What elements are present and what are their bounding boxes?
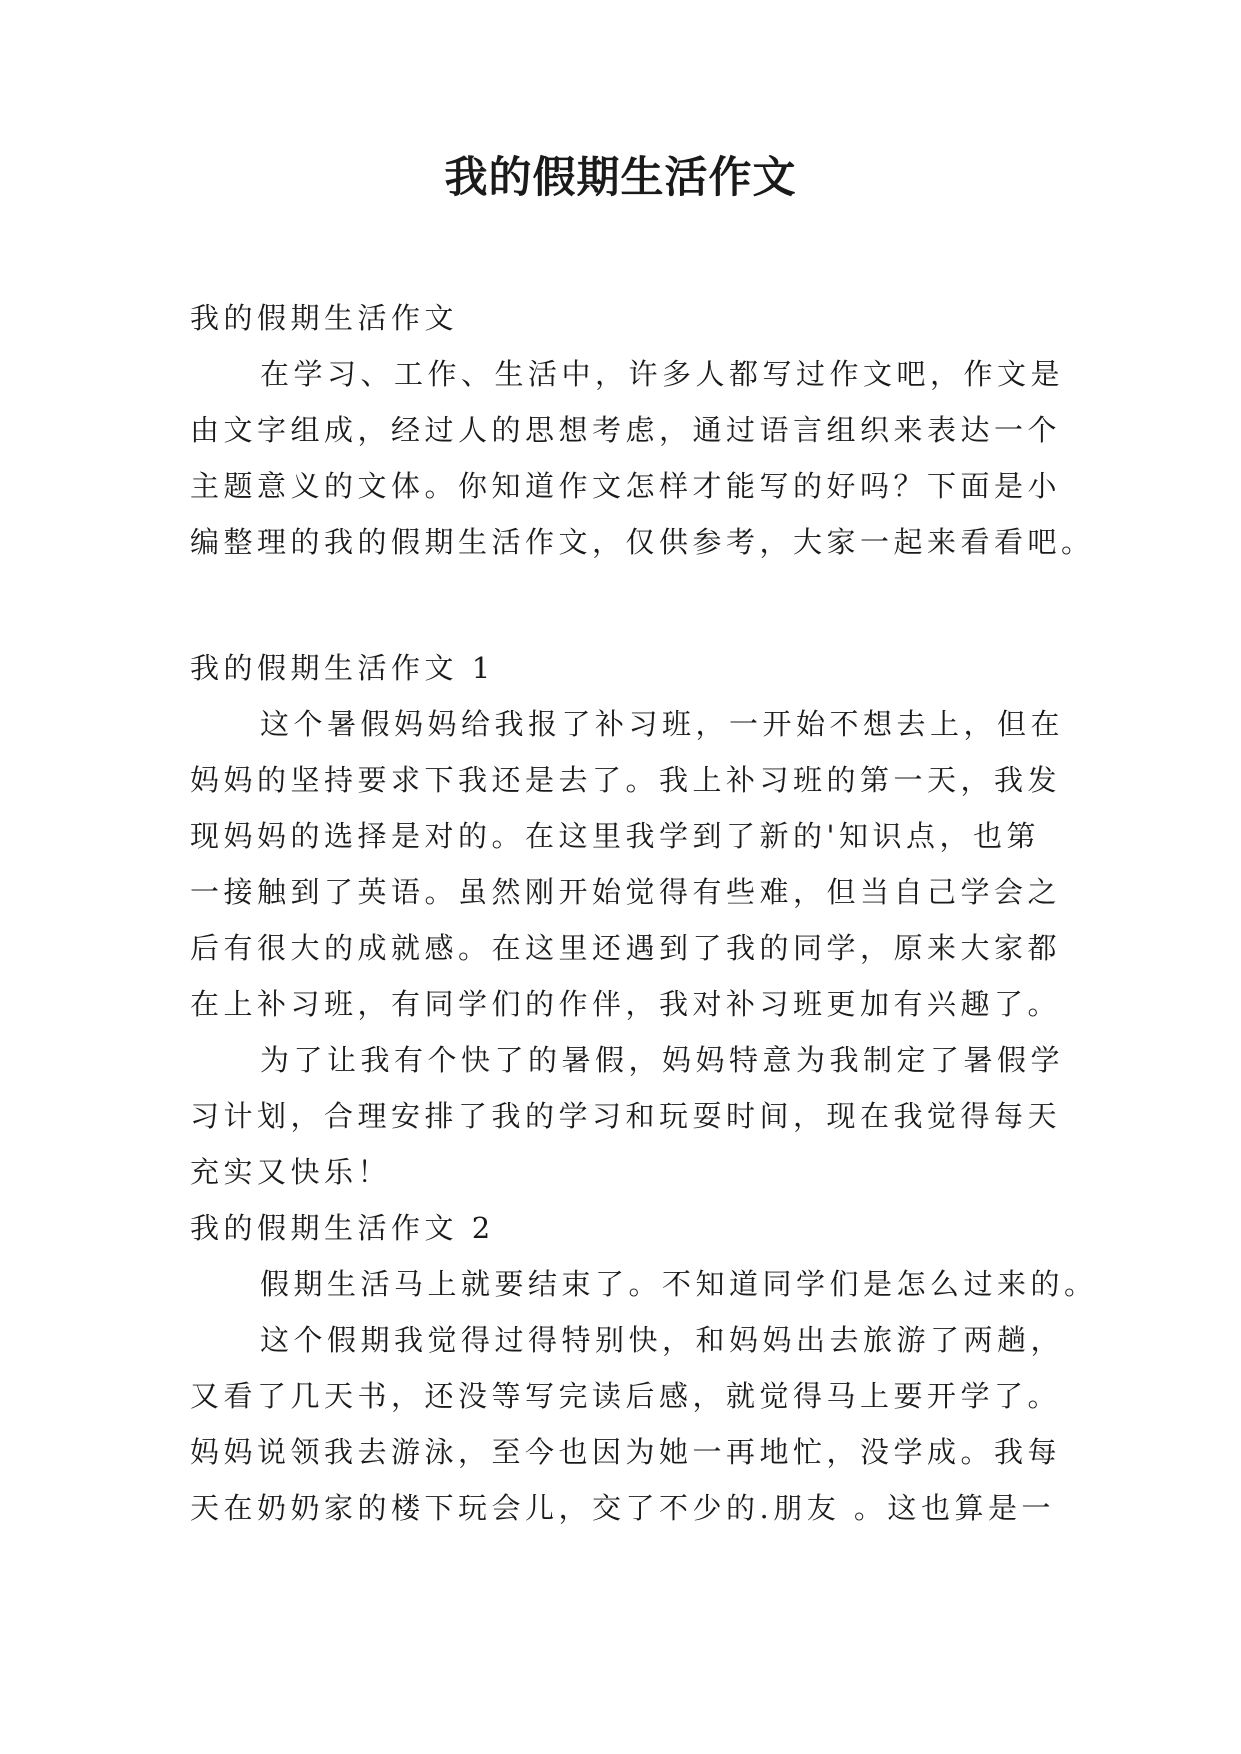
body-line: 编整理的我的假期生活作文，仅供参考，大家一起来看看吧。 (190, 525, 1095, 559)
body-line: 我的假期生活作文 2 (190, 1211, 495, 1245)
body-line: 由文字组成，经过人的思想考虑，通过语言组织来表达一个 (190, 413, 1062, 447)
body-line: 在上补习班，有同学们的作伴，我对补习班更加有兴趣了。 (190, 987, 1062, 1021)
body-line: 一接触到了英语。虽然刚开始觉得有些难，但当自己学会之 (190, 875, 1062, 909)
body-line: 妈妈的坚持要求下我还是去了。我上补习班的第一天，我发 (190, 763, 1062, 797)
body-line: 主题意义的文体。你知道作文怎样才能写的好吗？下面是小 (190, 469, 1062, 503)
body-line: 为了让我有个快了的暑假，妈妈特意为我制定了暑假学 (260, 1043, 1065, 1077)
body-line: 后有很大的成就感。在这里还遇到了我的同学，原来大家都 (190, 931, 1062, 965)
body-line: 假期生活马上就要结束了。不知道同学们是怎么过来的。 (260, 1267, 1098, 1301)
body-line: 这个暑假妈妈给我报了补习班，一开始不想去上，但在 (260, 707, 1065, 741)
document-title: 我的假期生活作文 (444, 153, 797, 203)
body-line: 这个假期我觉得过得特别快，和妈妈出去旅游了两趟， (260, 1323, 1065, 1357)
body-line: 我的假期生活作文 (190, 301, 459, 335)
body-line: 天在奶奶家的楼下玩会儿，交了不少的.朋友 。这也算是一 (190, 1491, 1055, 1525)
body-line: 又看了几天书，还没等写完读后感，就觉得马上要开学了。 (190, 1379, 1062, 1413)
body-line: 习计划，合理安排了我的学习和玩耍时间，现在我觉得每天 (190, 1099, 1062, 1133)
body-line: 妈妈说领我去游泳，至今也因为她一再地忙，没学成。我每 (190, 1435, 1062, 1469)
body-line: 现妈妈的选择是对的。在这里我学到了新的'知识点，也第 (190, 819, 1040, 853)
body-line: 充实又快乐！ (190, 1155, 392, 1189)
body-line: 我的假期生活作文 1 (190, 651, 495, 685)
body-line: 在学习、工作、生活中，许多人都写过作文吧，作文是 (260, 357, 1065, 391)
